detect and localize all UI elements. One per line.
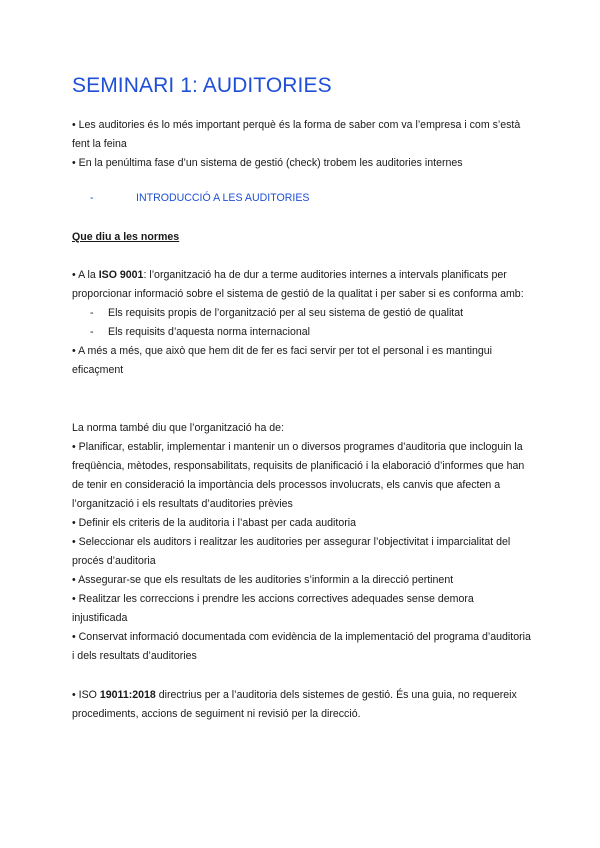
iso9001-prefix: • A la (72, 269, 99, 281)
iso9001-text: : l’organització ha de dur a terme auditories internes a intervals planificats per proporcionar informació sobre el sistema de gestió de la qualitat i per saber si es conforma amb: (72, 269, 524, 300)
iso9001-extra-paragraph: • A més a més, que això que hem dit de fer es faci servir per tot el personal i es mantingui eficaçment (72, 345, 493, 376)
intro-paragraph-2: • En la penúltima fase d’un sistema de gestió (check) trobem les auditories internes (72, 157, 463, 169)
list-item (72, 323, 532, 342)
iso19011-paragraph (72, 686, 532, 724)
obligation-item: • Realitzar les correccions i prendre les accions correctives adequades sense demora injustificada (72, 593, 474, 624)
iso19011-label: 19011:2018 (99, 689, 156, 701)
norma-intro: La norma també diu que l’organització ha de: (72, 422, 285, 434)
list-item (72, 304, 532, 323)
iso19011-section (72, 686, 532, 724)
iso9001-paragraph (72, 266, 532, 304)
intro-paragraph-1: • Les auditories és lo més important perquè és la forma de saber com va l’empresa i com s’està fent la feina (72, 119, 521, 150)
subsection-label: INTRODUCCIÓ A LES AUDITORIES (136, 192, 310, 204)
obligations-section (72, 419, 532, 666)
obligation-item: • Planificar, establir, implementar i mantenir un o diversos programes d’auditoria que incloguin la freqüència, mètodes, responsabilitats, requisits de planificació i la elaboració d’informes que han de tenir en consideració la importància dels processos involucrats, els canvis que afecten a l’organització i els resultats d’auditories prèvies (72, 441, 525, 510)
iso9001-label: ISO 9001 (98, 269, 144, 281)
norms-heading: Que diu a les normes (72, 231, 180, 243)
list-dash: - (90, 326, 94, 338)
obligation-item: • Assegurar-se que els resultats de les auditories s’informin a la direcció pertinent (72, 574, 454, 586)
iso9001-section (72, 266, 532, 380)
iso19011-text: directrius per a l’auditoria dels sistemes de gestió. És una guia, no requereix procediments, accions de seguiment ni revisió per la direcció. (72, 689, 517, 720)
obligation-item: • Definir els criteris de la auditoria i l’abast per cada auditoria (72, 517, 356, 529)
subsection-dash: - (90, 192, 94, 204)
intro-section (72, 116, 532, 173)
list-item-text: Els requisits d’aquesta norma internacional (108, 326, 310, 338)
section-heading-introduccio (90, 192, 309, 204)
obligation-item: • Seleccionar els auditors i realitzar les auditories per assegurar l’objectivitat i imparcialitat del procés d’auditoria (72, 536, 511, 567)
iso19011-prefix: • ISO (72, 689, 100, 701)
list-item-text: Els requisits propis de l’organització per al seu sistema de gestió de qualitat (108, 307, 464, 319)
obligation-item: • Conservat informació documentada com evidència de la implementació del programa d’auditoria i dels resultats d’auditories (72, 631, 531, 662)
page-title: SEMINARI 1: AUDITORIES (72, 74, 332, 97)
list-dash: - (90, 307, 94, 319)
